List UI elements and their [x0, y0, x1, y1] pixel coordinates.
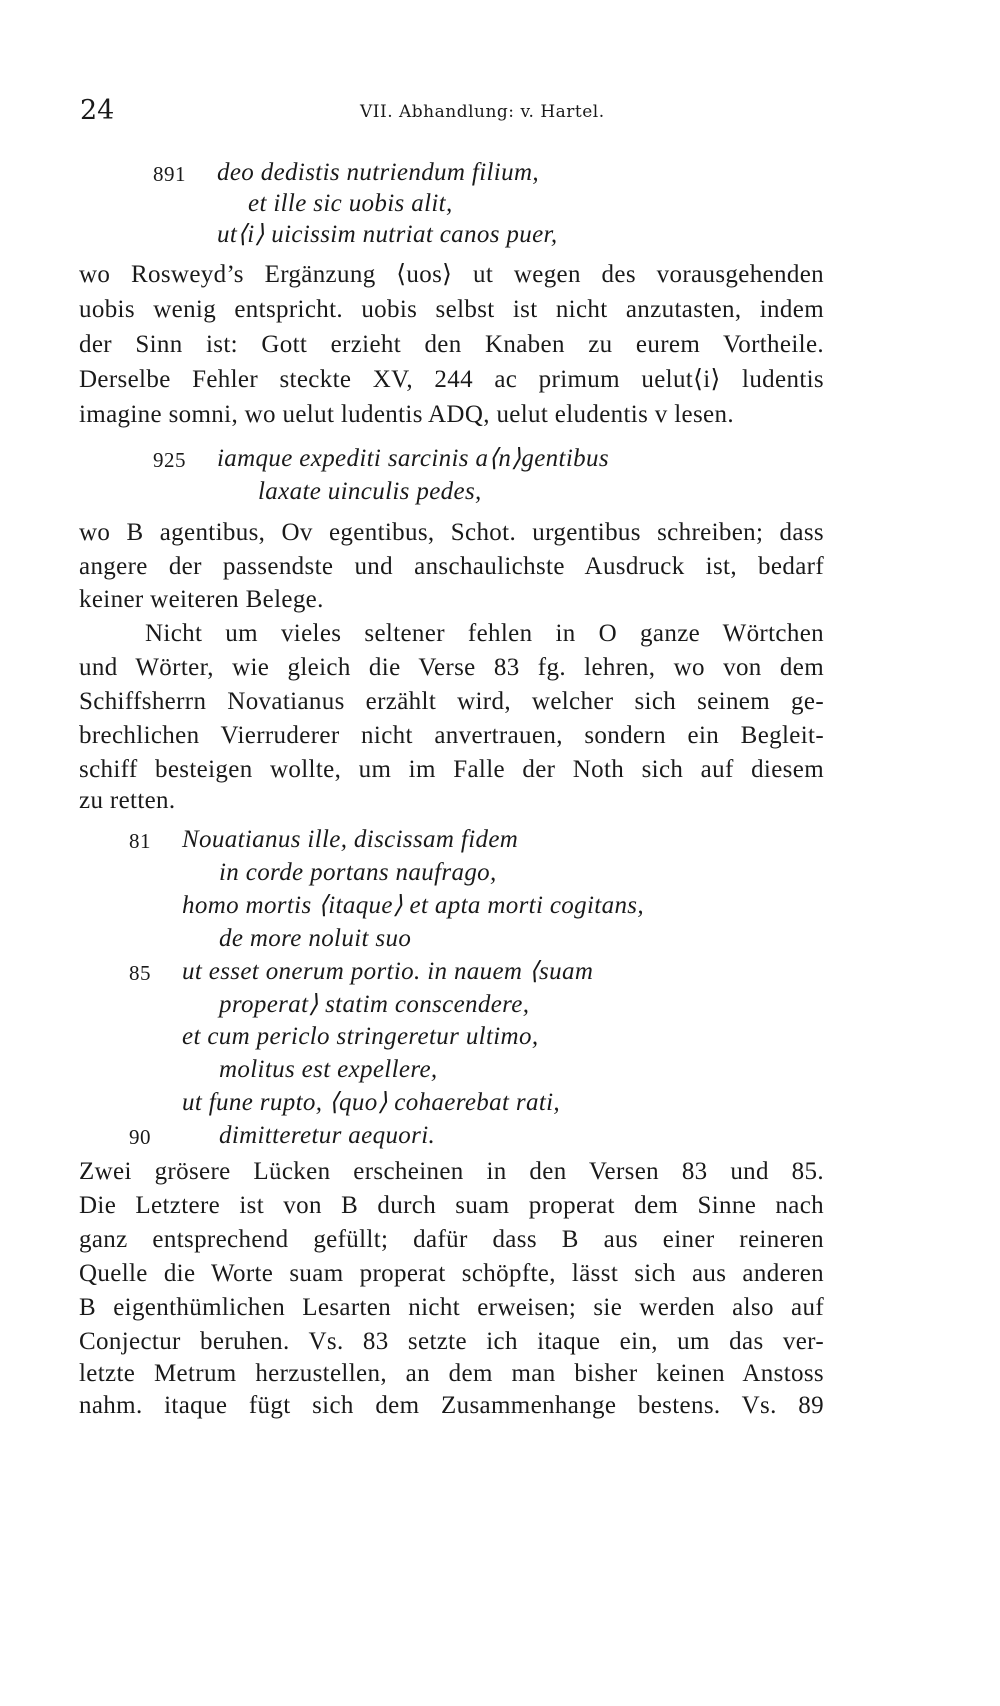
verse-number: 925 — [153, 448, 186, 472]
text-line: der Sinn ist: Gott erzieht den Knaben zu eurem Vortheile. — [79, 331, 824, 358]
verse-line: ut⟨i⟩ uicissim nutriat canos puer, — [217, 221, 558, 248]
text-line: wo Rosweyd’s Ergänzung ⟨uos⟩ ut wegen des vorausgehenden — [79, 261, 824, 288]
running-head — [80, 96, 1000, 136]
text-line: B eigenthümlichen Lesarten nicht erweisen; sie werden also auf — [79, 1294, 824, 1321]
verse-number: 85 — [129, 961, 151, 985]
verse-number: 891 — [153, 162, 186, 186]
verse-line: de more noluit suo — [219, 925, 412, 952]
text-line: keiner weiteren Belege. — [79, 586, 324, 613]
verse-line: homo mortis ⟨itaque⟩ et apta morti cogitans, — [182, 892, 644, 919]
text-line: ganz entsprechend gefüllt; dafür dass B aus einer reineren — [79, 1226, 824, 1253]
text-line: brechlichen Vierruderer nicht anvertrauen, sondern ein Begleit- — [79, 722, 824, 749]
text-line: schiff besteigen wollte, um im Falle der Noth sich auf diesem — [79, 756, 824, 783]
verse-line: et cum periclo stringeretur ultimo, — [182, 1023, 539, 1050]
text-line: Derselbe Fehler steckte XV, 244 ac primum uelut⟨i⟩ ludentis — [79, 366, 824, 393]
text-line: zu retten. — [79, 787, 176, 814]
verse-line: ut fune rupto, ⟨quo⟩ cohaerebat rati, — [182, 1089, 561, 1116]
verse-line: dimitteretur aequori. — [219, 1122, 436, 1149]
verse-line: ut esset onerum portio. in nauem ⟨suam — [182, 958, 594, 985]
text-line: angere der passendste und anschaulichste Ausdruck ist, bedarf — [79, 553, 824, 580]
verse-line: in corde portans naufrago, — [219, 859, 497, 886]
text-line: imagine somni, wo uelut ludentis ADQ, uelut eludentis v lesen. — [79, 401, 734, 428]
verse-line: iamque expediti sarcinis a⟨n⟩gentibus — [217, 445, 609, 472]
text-line: uobis wenig entspricht. uobis selbst ist nicht anzutasten, indem — [79, 296, 824, 323]
verse-line: molitus est expellere, — [219, 1056, 438, 1083]
verse-line: laxate uinculis pedes, — [258, 478, 482, 505]
verse-line: properat⟩ statim conscendere, — [219, 991, 530, 1018]
text-line: Conjectur beruhen. Vs. 83 setzte ich itaque ein, um das ver- — [79, 1328, 824, 1355]
text-line: Quelle die Worte suam properat schöpfte, lässt sich aus anderen — [79, 1260, 824, 1287]
page-number: 24 — [80, 95, 115, 126]
text-line: Die Letztere ist von B durch suam properat dem Sinne nach — [79, 1192, 824, 1219]
running-title: VII. Abhandlung: v. Hartel. — [360, 102, 605, 122]
text-line: Nicht um vieles seltener fehlen in O ganze Wörtchen — [145, 620, 824, 647]
verse-line: Nouatianus ille, discissam fidem — [182, 826, 519, 853]
text-line: wo B agentibus, Ov egentibus, Schot. urgentibus schreiben; dass — [79, 519, 824, 546]
verse-line: deo dedistis nutriendum filium, — [217, 159, 539, 186]
text-line: und Wörter, wie gleich die Verse 83 fg. lehren, wo von dem — [79, 654, 824, 681]
text-line: Schiffsherrn Novatianus erzählt wird, welcher sich seinem ge- — [79, 688, 824, 715]
text-line: nahm. itaque fügt sich dem Zusammenhange bestens. Vs. 89 — [79, 1392, 824, 1419]
verse-number: 90 — [129, 1125, 151, 1149]
verse-number: 81 — [129, 829, 151, 853]
text-line: letzte Metrum herzustellen, an dem man bisher keinen Anstoss — [79, 1360, 824, 1387]
verse-line: et ille sic uobis alit, — [248, 190, 453, 217]
text-line: Zwei grösere Lücken erscheinen in den Versen 83 und 85. — [79, 1158, 824, 1185]
